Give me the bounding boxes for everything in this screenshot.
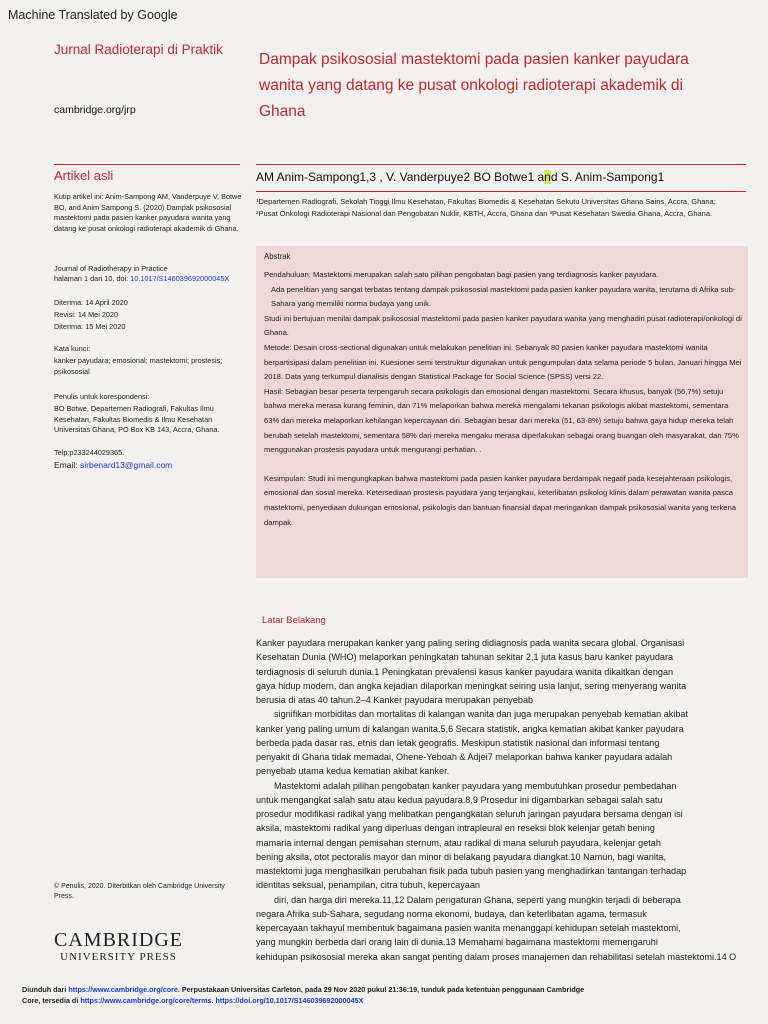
body-line: kepercayaan takhayul membentuk bagaimana pasien wanita menanggapi kehidupan setelah mastektomi, — [256, 923, 681, 933]
footer-text: . — [211, 996, 216, 1005]
body-line: identitas seksual, penampilan, citra tubuh, kepercayaan — [256, 880, 480, 891]
divider — [256, 191, 746, 192]
citation-journal: Journal of Radiotherapy in Practice — [54, 264, 168, 273]
body-line: yang mungkin berbeda dari orang lain di dunia.13 Memahami bagaimana mastektomi memengaruhi — [256, 937, 658, 948]
footer-text: Core, tersedia di — [22, 996, 81, 1005]
footer-text: . Perpustakaan Universitas Carleton, pada 29 Nov 2020 pukul 21:36:19, tunduk pada ketentuan penggunaan Cambridge — [177, 985, 585, 994]
abstract-aim: Studi ini bertujuan menilai dampak psikososial mastektomi pada pasien kanker payudara wanita yang menghadiri pusat radioterapi/onkologi di Ghana. — [264, 313, 742, 338]
cambridge-logo — [54, 930, 183, 964]
correspondence-address: BO Botwe, Departemen Radiografi, Fakultas Ilmu Kesehatan, Fakultas Biomedis & Ilmu Kesehatan Universitas Ghana, PO Box KB 143, Accra, Ghana. — [54, 404, 220, 434]
footer-link-terms[interactable]: https://www.cambridge.org/core/terms — [80, 996, 212, 1005]
authors-part: d S. Anim-Sampong1 — [550, 170, 665, 184]
correspondence-email — [54, 460, 254, 471]
abstract-results: Hasil: Sebagian besar peserta terpengaruh secara psikologis dan emosional dengan mastektomi. Secara khusus, banyak (56,7%) setuju bahwa mereka merasa kurang feminin, dan 71% melaporkan bahwa mereka mengalami tekanan psikologis akibat mastektomi, sementara 63% dari mereka melaporkan kehilangan kepercayaan diri. Sebagian besar dari mereka (51, 63·8%) setuju bahwa gaya hidup mereka telah berubah setelah mastektomi, sementara 58% dari mereka mengaku merasa diperlakukan sebagai orang buangan oleh masyarakat, dan 75% menggunakan prostesis payudara untuk mengurangi perhatian. . — [264, 386, 739, 455]
body-line: negara Afrika sub-Sahara, segudang norma ekonomi, budaya, dan keterlibatan agama, termasuk — [256, 908, 647, 919]
keywords: kanker payudara; emosional; mastektomi; prostesis; psikososial — [54, 356, 223, 376]
authors-part: AM Anim-Sampong1,3 , V. Vanderpuye2 BO Botwe1 a — [256, 170, 545, 184]
authors — [256, 170, 664, 184]
body-line: Kanker payudara merupakan kanker yang paling sering didiagnosis pada wanita secara global. Organisasi — [256, 638, 685, 648]
abstract-introduction-cont: Ada penelitian yang sangat terbatas tentang dampak psikososial mastektomi pada pasien kanker payudara wanita, terutama di Afrika sub-Sahara yang memiliki norma budaya yang unik. — [271, 284, 736, 309]
abstract-box — [256, 246, 748, 578]
citation: Kutip artikel ini: Anim-Sampong AM, Vanderpuye V, Botwe BO, and Anim Sampong S. (2020) Dampak psikososial mastektomi pada pasien kanker payudara wanita yang datang ke pusat onkologi radioterapi akademik di Ghana. — [54, 192, 242, 233]
abstract-methods: Metode: Desain cross-sectional digunakan untuk melakukan penelitian ini. Sebanyak 80 pasien kanker payudara mastektomi wanita berpartisipasi dalam penelitian ini. Kuesioner semi terstruktur digunakan untuk pengumpulan data selama periode 5 bulan, Januari hingga Mei 2018. Data yang terkumpul dianalisis dengan Statistical Package for Social Science (SPSS) versi 22. — [264, 342, 742, 382]
keywords-label: Kata kunci: — [54, 344, 91, 353]
divider — [256, 164, 746, 165]
correspondence-phone: Telp:p233244029365. — [54, 448, 125, 457]
article-type: Artikel asli — [54, 168, 114, 183]
citation-page — [54, 274, 274, 285]
body-line: kanker yang paling umum di kalangan wanita.5,6 Secara statistik, angka kematian akibat kanker payudara — [256, 723, 684, 734]
abstract-body — [264, 268, 742, 530]
body-line: Kesehatan Dunia (WHO) melaporkan peningkatan tahunan sekitar 2,1 juta kasus baru kanker payudara — [256, 652, 674, 663]
email-link[interactable]: sirbenard13@gmail.com — [80, 460, 173, 470]
section-heading: Latar Belakang — [262, 615, 326, 626]
download-footer — [22, 984, 762, 1006]
body-text — [256, 636, 768, 964]
body-line: penyebab utama kedua kematian akibat kanker. — [256, 766, 450, 777]
body-line: gaya hidup modern, dan angka kejadian dilaporkan meningkat seiring usia lanjut, sering menyerang wanita — [256, 680, 687, 691]
abstract-introduction: Pendahuluan: Mastektomi merupakan salah satu pilihan pengobatan bagi pasien yang terdiagnosis kanker payudara. — [264, 270, 659, 279]
email-label: Email: — [54, 460, 78, 470]
body-line: berusia di atas 40 tahun.2–4 Kanker payudara merupakan penyebab — [256, 695, 534, 705]
date-received: Diterima: 14 April 2020 — [54, 298, 128, 307]
divider — [54, 164, 240, 165]
abstract-heading: Abstrak — [264, 252, 291, 261]
citation-page-text: halaman 1 dari 10. doi: — [54, 274, 129, 283]
body-line: terdiagnosis di seluruh dunia.1 Peningkatan prevalensi kasus kanker payudara wanita dikaitkan dengan — [256, 666, 674, 677]
journal-name: Jurnal Radioterapi di Praktik — [54, 42, 223, 57]
journal-url[interactable]: cambridge.org/jrp — [54, 104, 136, 116]
logo-line-1: CAMBRIDGE — [54, 929, 184, 951]
abstract-conclusion: Kesimpulan: Studi ini mengungkapkan bahwa mastektomi pada pasien kanker payudara berdampak negatif pada kesejahteraan psikologis, emosional dan sosial mereka. Ketersediaan prostesis payudara yang terjangkau, keterlibatan psikolog klinis dalam perawatan wanita pasca mastektomi, penyediaan dukungan emosional, psikologis dan bantuan finansial dapat meringankan dampak psikososial wanita yang terkena dampak. — [264, 473, 736, 527]
correspondence-label: Penulis untuk korespondensi: — [54, 392, 150, 401]
authors-highlight: n — [544, 170, 551, 184]
affiliations: ¹Departemen Radiografi, Sekolah Tinggi Ilmu Kesehatan, Fakultas Biomedis & Kesehatan Sekutu Universitas Ghana Sains, Accra, Ghana; ²Pusat Onkologi Radioterapi Nasional dan Pengobatan Nuklir, KBTH, Accra, Ghana dan ³Pusat Kesehatan Swedia Ghana, Accra, Ghana. — [256, 197, 716, 218]
body-line: Mastektomi adalah pilihan pengobatan kanker payudara yang membutuhkan prosedur pembedahan — [274, 780, 677, 791]
footer-text: Diunduh dari — [22, 985, 69, 994]
footer-link-doi[interactable]: https://doi.org/10.1017/S146039692000045X — [215, 996, 364, 1005]
body-line: penyakit di Ghana tidak memadai, Ohene-Yeboah & Adjei7 melaporkan bahwa kanker payudara adalah — [256, 752, 673, 762]
body-line: untuk mengangkat salah satu atau kedua payudara.8,9 Prosedur ini digambarkan sebagai salah satu — [256, 794, 663, 805]
body-line: diri, dan harga diri mereka.11,12 Dalam pengaturan Ghana, seperti yang mungkin terjadi di beberapa — [274, 894, 681, 905]
article-title: Dampak psikososial mastektomi pada pasien kanker payudara wanita yang datang ke pusat onkologi radioterapi akademik di Ghana — [259, 51, 689, 120]
machine-translated-banner: Machine Translated by Google — [8, 8, 178, 22]
date-accepted: Diterima: 15 Mei 2020 — [54, 322, 126, 331]
body-line: berbeda pada dasar ras, etnis dan letak geografis. Meskipun statistik nasional dan informasi tentang — [256, 737, 660, 748]
footer-link-core[interactable]: https://www.cambridge.org/core — [68, 985, 178, 994]
body-line: bening aksila, otot pectoralis mayor dan minor di belakang payudara diangkat.10 Namun, bagi wanita, — [256, 851, 666, 862]
copyright: © Penulis, 2020. Diterbitkan oleh Cambridge University Press. — [54, 883, 225, 900]
logo-line-2: UNIVERSITY PRESS — [60, 951, 177, 963]
body-line: signifikan morbiditas dan mortalitas di kalangan wanita dan juga merupakan penyebab kematian akibat — [274, 709, 689, 720]
body-line: mastektomi juga menghasilkan perubahan fisik pada tubuh pasien yang menghadirkan tantangan terhadap — [256, 866, 687, 876]
body-line: prosedur modifikasi radikal yang melibatkan pengangkatan seluruh jaringan payudara bersama dengan isi — [256, 809, 683, 819]
body-line: aksila, mastektomi radikal yang diperluas dengan intrapleural en reseksi blok kelenjar getah bening — [256, 823, 655, 834]
date-revised: Revisi: 14 Mei 2020 — [54, 310, 119, 319]
body-line: kehidupan psikososial mereka akan sangat penting dalam proses manajemen dan rehabilitasi setelah mastektomi.14 O — [256, 951, 737, 962]
doi-link[interactable]: 10.1017/S146039692000045X — [130, 274, 230, 283]
body-line: mamaria internal dengan pemisahan sternum, atau radikal di mana seluruh payudara, kelenjar getah — [256, 837, 661, 848]
